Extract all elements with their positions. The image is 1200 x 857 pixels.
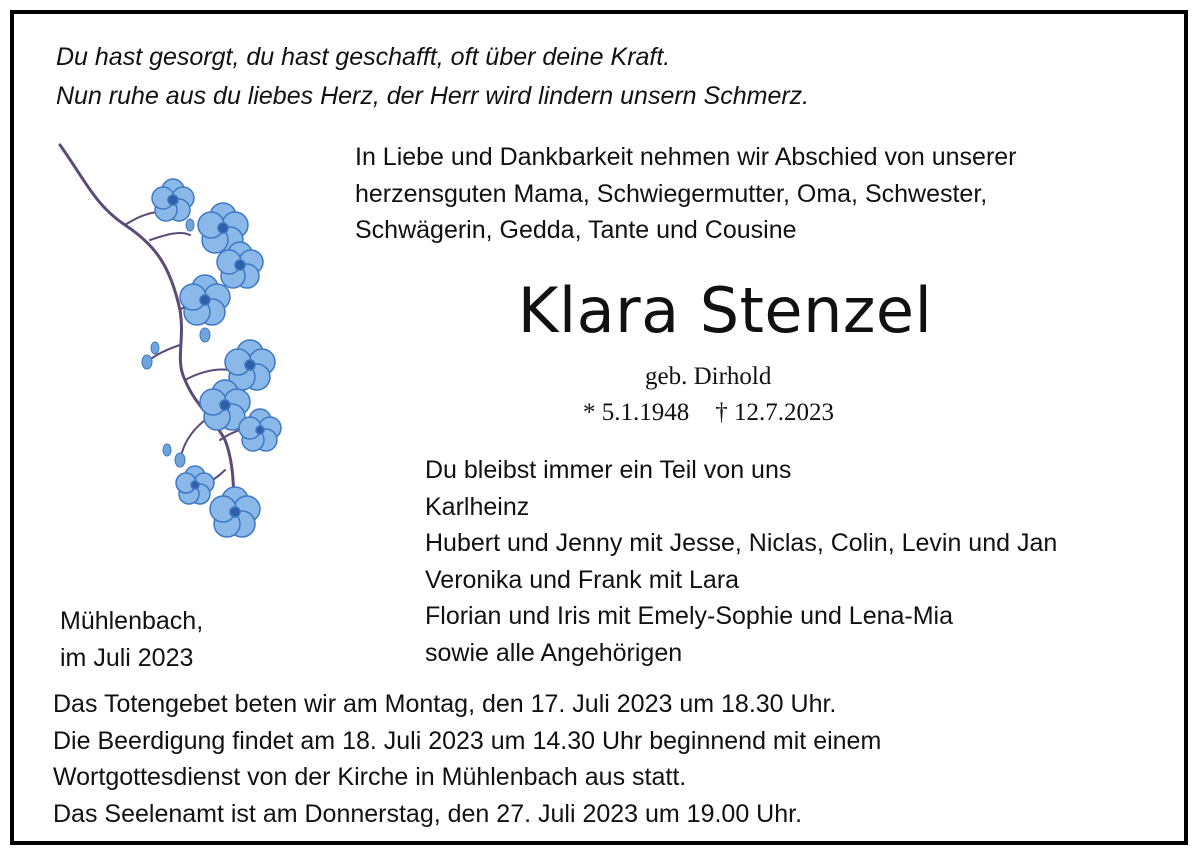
maiden-name: geb. Dirhold [645,363,772,390]
birth-date: * 5.1.1948 [583,399,690,426]
intro-text [355,139,1017,249]
service-details [53,686,881,832]
motto-line: Du hast gesorgt, du hast geschafft, oft über deine Kraft. [56,43,671,71]
place-and-date [60,603,203,676]
intro-line: In Liebe und Dankbarkeit nehmen wir Abschied von unserer [355,143,1017,171]
death-date: † 12.7.2023 [715,399,834,426]
service-line: Das Seelenamt ist am Donnerstag, den 27. Juli 2023 um 19.00 Uhr. [53,799,803,828]
mourners-list [425,452,1057,671]
life-dates [583,395,834,432]
intro-line: Schwägerin, Gedda, Tante und Cousine [355,216,797,244]
service-line: Wortgottesdienst von der Kirche in Mühlenbach aus statt. [53,763,687,791]
motto-line: Nun ruhe aus du liebes Herz, der Herr wird lindern unsern Schmerz. [56,82,810,110]
date-line: im Juli 2023 [60,643,194,672]
mourners-line: sowie alle Angehörigen [425,638,683,667]
deceased-name: Klara Stenzel [517,274,933,347]
service-line: Die Beerdigung findet am 18. Juli 2023 um 14.30 Uhr beginnend mit einem [53,726,882,755]
blossom [152,179,194,221]
intro-line: herzensguten Mama, Schwiegermutter, Oma, Schwester, [355,179,988,208]
mourners-line: Karlheinz [425,492,530,521]
mourners-line: Du bleibst immer ein Teil von uns [425,456,792,484]
mourners-line: Hubert und Jenny mit Jesse, Niclas, Colin, Levin und Jan [425,529,1058,557]
mourners-line: Veronika und Frank mit Lara [425,565,740,594]
place-line: Mühlenbach, [60,607,204,635]
motto [56,38,809,116]
mourners-line: Florian und Iris mit Emely-Sophie und Lena-Mia [425,602,954,630]
service-line: Das Totengebet beten wir am Montag, den 17. Juli 2023 um 18.30 Uhr. [53,690,837,718]
